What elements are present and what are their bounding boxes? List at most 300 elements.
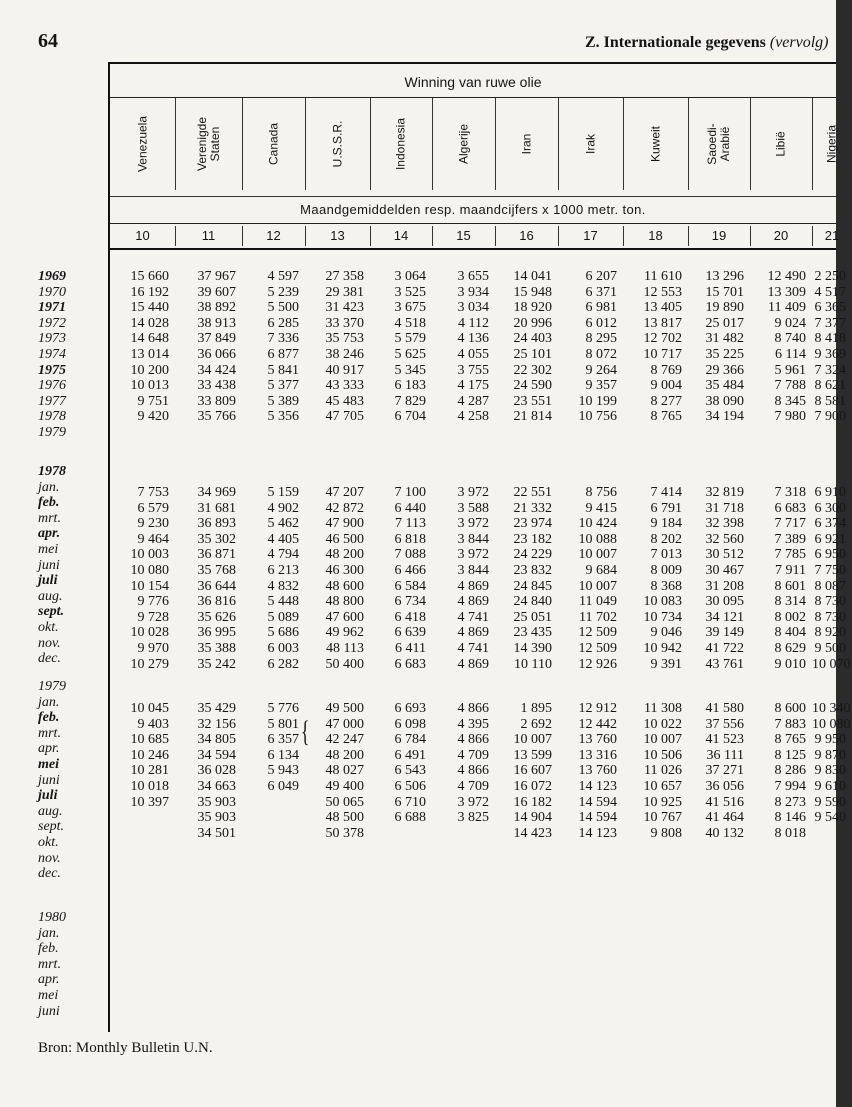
table-cell: 35 484 [705,378,744,394]
column-header-line: Algerije [456,123,470,165]
source-note: Bron: Monthly Bulletin U.N. [38,1040,213,1056]
column-header-label [196,117,222,171]
table-cell: 37 556 [705,716,744,732]
table-cell: 6 950 [814,547,846,563]
table-cell: 10 925 [643,794,682,810]
table-cell: 13 817 [643,315,682,331]
table-cell: 35 302 [197,531,236,547]
column-header-line: Canada [266,122,280,166]
column-number: 13 [330,228,345,243]
table-cell: 40 132 [705,825,744,841]
table-cell: 8 404 [774,625,806,641]
row-label: nov. [38,850,61,866]
table-cell: 6 877 [267,347,299,362]
table-cell: 5 776 [267,701,299,716]
table-cell: 10 506 [643,747,682,763]
table-cell: 31 423 [325,300,364,316]
table-cell: 10 942 [643,641,682,656]
row-label: mrt. [38,510,61,526]
table-cell: 40 917 [325,362,364,378]
table-cell: 10 281 [130,763,169,779]
column-header [812,98,852,190]
table-cell: 23 551 [513,393,552,409]
table-cell: 6 688 [394,810,426,826]
column-header [623,98,688,190]
table-cell: 8 345 [774,393,806,409]
column-number: 19 [711,228,727,243]
table-cell: 8 273 [774,794,806,810]
table-cell: 4 902 [267,500,299,516]
table-cell: 6 440 [394,500,426,516]
column-divider [558,226,559,246]
column-number: 21 [824,228,840,243]
row-label: mei [38,988,59,1003]
column-divider [432,98,433,190]
row-label: 1978 [38,409,66,425]
table-cell: 35 903 [197,810,236,826]
table-cell: 8 621 [814,378,846,394]
column-header [558,98,623,190]
table-cell: 3 844 [457,563,489,578]
table-cell: 8 009 [650,563,682,578]
table-cell: 6 818 [394,531,426,547]
table-cell: 7 980 [774,409,806,425]
table-cell: 7 324 [814,362,846,378]
table-cell: 4 741 [457,609,489,625]
table-cell: 35 388 [197,641,236,656]
table-top-rule [108,62,836,64]
table-cell: 32 819 [705,485,744,500]
table-cell: 36 066 [197,347,236,362]
table-cell: 13 014 [130,347,169,362]
table-cell: 4 866 [457,763,489,779]
table-cell: 13 405 [643,300,682,316]
table-cell: 25 051 [513,609,552,625]
column-divider [495,98,496,190]
table-cell: 6 921 [814,531,846,547]
table-cell: 9 728 [137,609,169,625]
table-cell: 14 423 [513,825,552,841]
table-cell: 35 242 [197,656,236,672]
table-cell: 48 800 [325,594,364,610]
table-cell: 50 400 [325,656,364,672]
table-cell: 39 607 [197,284,236,300]
table-cell: 27 358 [325,269,364,284]
table-cell: 19 890 [705,300,744,316]
table-cell: 7 883 [774,716,806,732]
table-cell: 10 018 [130,779,169,794]
table-cell: 7 013 [650,547,682,563]
table-cell: 8 146 [774,810,806,826]
table-cell: 6 213 [267,563,299,578]
table-cell: 7 088 [394,547,426,563]
table-cell: 5 356 [267,409,299,425]
table-cell: 3 934 [457,284,489,300]
table-cell: 8 581 [814,393,846,409]
row-label: juni [38,557,60,573]
table-cell: 9 010 [774,656,806,672]
column-header-line: Libië [773,131,788,157]
table-cell: 8 600 [774,701,806,716]
row-label: dec. [38,866,61,882]
column-divider [812,98,813,190]
table-cell: 4 709 [457,779,489,794]
table-cell: 36 644 [197,578,236,594]
table-cell: 38 090 [705,393,744,409]
table-cell: 8 740 [774,331,806,347]
table-cell: 5 943 [267,763,299,779]
table-cell: 13 760 [578,763,617,779]
table-cell: 9 264 [585,362,617,378]
table-cell: 46 500 [325,531,364,547]
table-cell: 6 134 [267,747,299,763]
table-cell: 7 911 [775,563,806,578]
table-cell: 9 369 [814,347,846,362]
table-cell: 6 003 [267,641,299,656]
row-label: 1969 [38,269,66,284]
column-divider [812,226,813,246]
column-divider [242,98,243,190]
row-label: juli [38,573,58,589]
table-cell: 6 114 [775,347,806,362]
table-cell: 49 962 [325,625,364,641]
table-cell: 10 756 [578,409,617,425]
table-cell: 12 490 [767,269,806,284]
column-header-line: Verenigde [194,116,209,172]
table-cell: 4 869 [457,578,489,594]
table-cell: 4 136 [457,331,489,347]
table-cell: 6 207 [585,269,617,284]
table-cell: 6 683 [774,500,806,516]
table-cell: 32 398 [705,516,744,532]
table-cell: 24 229 [513,547,552,563]
table-cell: 6 285 [267,315,299,331]
row-label: sept. [38,604,65,620]
table-cell: 7 750 [814,563,846,578]
table-cell: 7 414 [650,485,682,500]
table-cell: 35 768 [197,563,236,578]
table-cell: 6 734 [394,594,426,610]
table-cell: 5 686 [267,625,299,641]
column-header [495,98,558,190]
table-cell: 5 345 [394,362,426,378]
column-divider [558,98,559,190]
table-cell: 30 095 [705,594,744,610]
column-header-line: Staten [207,126,222,162]
table-cell: 10 022 [643,716,682,732]
column-header [432,98,495,190]
table-cell: 5 462 [267,516,299,532]
table-cell: 10 028 [130,625,169,641]
table-cell: 6 910 [814,485,846,500]
table-cell: 36 816 [197,594,236,610]
table-cell: 8 277 [650,393,682,409]
table-cell: 37 849 [197,331,236,347]
table-cell: 42 247 [325,732,364,748]
table-cell: 6 579 [137,500,169,516]
table-cell: 4 405 [267,531,299,547]
table-cell: 9 024 [774,315,806,331]
table-cell: 41 516 [705,794,744,810]
table-cell: 50 378 [325,825,364,841]
table-cell: 14 648 [130,331,169,347]
column-header-label [706,123,732,164]
table-cell: 23 435 [513,625,552,641]
section-title-text: Z. Internationale gegevens [585,34,766,51]
column-header-label [649,126,662,162]
table-cell: 4 287 [457,393,489,409]
table-cell: 11 308 [644,701,682,716]
table-cell: 6 791 [650,500,682,516]
table-cell: 12 509 [578,625,617,641]
row-label: 1980 [38,910,66,925]
table-cell: 23 182 [513,531,552,547]
table-cell: 6 584 [394,578,426,594]
column-header-line: Indonesia [393,117,408,171]
column-divider [432,226,433,246]
table-cell: 49 400 [325,779,364,794]
table-cell: 4 869 [457,656,489,672]
table-cell: 3 972 [457,516,489,532]
row-label: 1979 [38,425,66,440]
table-cell: 48 600 [325,578,364,594]
table-cell: 9 540 [814,810,846,826]
table-cell: 4 518 [394,315,426,331]
table-cell: 7 389 [774,531,806,547]
table-cell: 41 523 [705,732,744,748]
table-cell: 3 034 [457,300,489,316]
table-cell: 31 208 [705,578,744,594]
column-divider [305,226,306,246]
table-cell: 7 994 [774,779,806,794]
table-cell: 6 693 [394,701,426,716]
table-cell: 34 424 [197,362,236,378]
table-cell: 10 685 [130,732,169,748]
column-number: 15 [456,228,471,243]
row-label: 1973 [38,331,66,347]
column-header-label [826,125,839,163]
column-number: 12 [266,228,281,243]
row-label: juli [38,788,58,804]
table-cell: 3 972 [457,485,489,500]
column-header-label [331,121,344,168]
table-cell: 15 440 [130,300,169,316]
table-cell: 10 045 [130,701,169,716]
column-divider [750,226,751,246]
column-header [688,98,750,190]
units-note: Maandgemiddelden resp. maandcijfers x 1000 metr. ton. [110,196,836,224]
table-cell: 8 018 [774,825,806,841]
table-cell: 29 381 [325,284,364,300]
table-cell: 6 012 [585,315,617,331]
row-label: sept. [38,819,65,835]
table-cell: 8 730 [814,609,846,625]
table-cell: 14 594 [578,810,617,826]
column-divider [370,226,371,246]
table-cell: 32 560 [705,531,744,547]
table-cell: 18 920 [513,300,552,316]
row-label: 1970 [38,284,66,300]
row-label: jan. [38,694,60,710]
table-cell: 4 832 [267,578,299,594]
table-cell: 14 123 [578,825,617,841]
table-cell: 7 753 [137,485,169,500]
table-cell: 8 125 [774,747,806,763]
table-cell: 36 893 [197,516,236,532]
table-cell: 6 365 [814,300,846,316]
table-cell: 41 580 [705,701,744,716]
table-cell: 34 969 [197,485,236,500]
row-label: feb. [38,710,60,726]
table-cell: 14 594 [578,794,617,810]
table-cell: 29 366 [705,362,744,378]
section-title [585,34,829,52]
table-cell: 22 551 [513,485,552,500]
column-header-line: U.S.S.R. [330,120,344,168]
table-cell: 12 553 [643,284,682,300]
table-cell: 38 892 [197,300,236,316]
table-cell: 6 506 [394,779,426,794]
table-cell: 7 829 [394,393,426,409]
table-cell: 6 371 [585,284,617,300]
table-cell: 8 756 [585,485,617,500]
table-cell: 7 900 [814,409,846,425]
table-cell: 8 769 [650,362,682,378]
column-divider [495,226,496,246]
table-cell: 46 300 [325,563,364,578]
table-cell: 3 655 [457,269,489,284]
table-cell: 47 600 [325,609,364,625]
table-cell: 8 730 [814,594,846,610]
table-cell: 30 467 [705,563,744,578]
row-label: aug. [38,803,63,819]
table-cell: 15 701 [705,284,744,300]
table-cell: 10 003 [130,547,169,563]
table-cell: 11 702 [579,609,617,625]
table-cell: 36 871 [197,547,236,563]
table-cell: 9 464 [137,531,169,547]
column-header-label [584,134,597,154]
table-cell: 9 808 [650,825,682,841]
table-cell: 12 509 [578,641,617,656]
column-header-line: Iran [519,133,533,155]
table-cell: 4 794 [267,547,299,563]
table-cell: 31 681 [197,500,236,516]
column-header [305,98,370,190]
row-label: apr. [38,741,60,757]
table-cell: 9 970 [137,641,169,656]
table-cell: 38 246 [325,347,364,362]
table-cell: 10 080 [130,563,169,578]
table-cell: 43 333 [325,378,364,394]
table-cell: 36 056 [705,779,744,794]
section-title-tail: (vervolg) [769,34,829,51]
row-label: aug. [38,588,63,604]
table-cell: 7 717 [774,516,806,532]
table-cell: 6 282 [267,656,299,672]
table-cell: 48 500 [325,810,364,826]
table-cell: 5 389 [267,393,299,409]
table-cell: 6 411 [395,641,426,656]
table-cell: 35 753 [325,331,364,347]
table-cell: 8 314 [774,594,806,610]
table-cell: 43 761 [705,656,744,672]
table-cell: 9 500 [814,641,846,656]
table-cell: 35 429 [197,701,236,716]
table-cell: 8 202 [650,531,682,547]
table-cell: 8 629 [774,641,806,656]
table-cell: 33 438 [197,378,236,394]
row-label: 1972 [38,315,66,331]
row-label: jan. [38,925,60,941]
column-divider [175,98,176,190]
table-cell: 8 920 [814,625,846,641]
table-cell: 10 340 [812,701,851,716]
table-cell: 48 200 [325,547,364,563]
table-cell: 15 660 [130,269,169,284]
table-cell: 6 357 [267,732,299,748]
row-label: mei [38,757,59,772]
table-cell: 13 309 [767,284,806,300]
table-cell: 4 869 [457,594,489,610]
column-header-label [457,124,470,164]
table-cell: 3 588 [457,500,489,516]
table-cell: 1 895 [520,701,552,716]
table-cell: 5 448 [267,594,299,610]
table-cell: 30 512 [705,547,744,563]
column-divider [623,226,624,246]
table-cell: 3 844 [457,531,489,547]
column-header-label [267,123,280,165]
column-number: 20 [773,228,789,243]
table-cell: 15 948 [513,284,552,300]
table-cell: 24 403 [513,331,552,347]
table-cell: 7 336 [267,331,299,347]
table-cell: 6 710 [394,794,426,810]
column-header-label [136,116,149,172]
column-divider [750,98,751,190]
column-header-line: Kuweit [648,125,662,163]
table-cell: 8 765 [650,409,682,425]
table-cell: 3 064 [394,269,426,284]
table-cell: 48 027 [325,763,364,779]
column-number: 10 [135,228,150,243]
table-cell: 9 610 [814,779,846,794]
table-cell: 4 741 [457,641,489,656]
table-cell: 9 403 [137,716,169,732]
table-cell: 5 625 [394,347,426,362]
table-cell: 24 590 [513,378,552,394]
table-cell: 4 866 [457,701,489,716]
row-label: juni [38,1003,60,1019]
table-cell: 6 300 [814,500,846,516]
table-cell: 25 017 [705,315,744,331]
table-cell: 23 974 [513,516,552,532]
table-cell: 10 767 [643,810,682,826]
table-cell: 9 046 [650,625,682,641]
column-divider [242,226,243,246]
table-cell: 16 072 [513,779,552,794]
table-cell: 12 926 [578,656,617,672]
table-cell: 4 055 [457,347,489,362]
column-divider [688,226,689,246]
table-cell: 6 418 [394,609,426,625]
table-cell: 6 981 [585,300,617,316]
table-cell: 42 872 [325,500,364,516]
table-cell: 4 866 [457,732,489,748]
table-cell: 6 049 [267,779,299,794]
table-cell: 8 765 [774,732,806,748]
